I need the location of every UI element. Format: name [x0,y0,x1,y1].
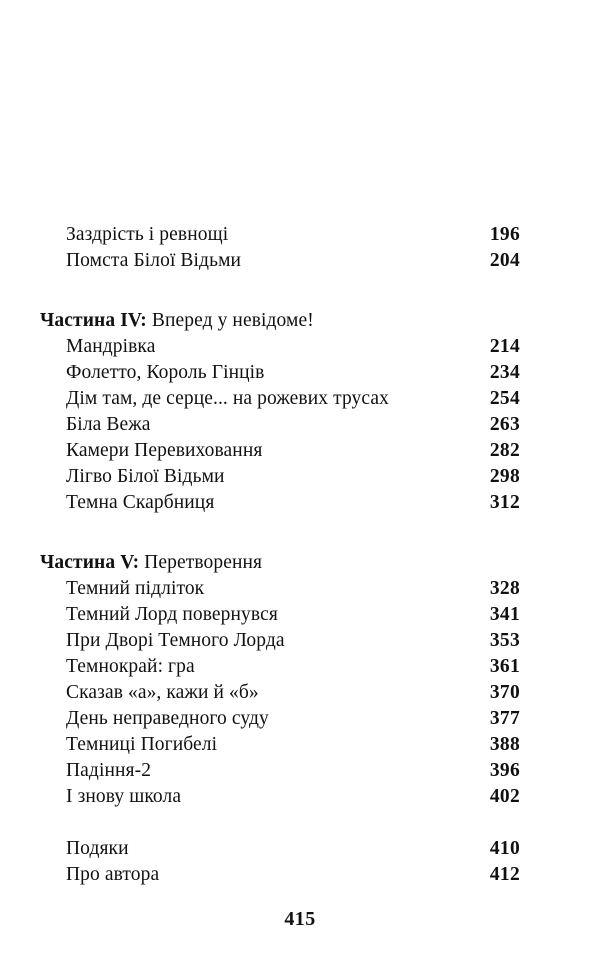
toc-entry[interactable] [40,490,520,516]
toc-entry-title: Біла Вежа [66,414,151,435]
section-spacer [40,274,520,308]
toc-entry[interactable] [40,784,520,810]
toc-entry[interactable] [40,602,520,628]
toc-entry-page-number: 353 [489,630,520,651]
toc-entry[interactable] [40,360,520,386]
section-spacer [40,810,520,836]
toc-entry[interactable] [40,334,520,360]
toc-entry-title: Фолетто, Король Гінців [66,362,265,383]
toc-entry-page-number: 196 [489,224,520,245]
toc-part-label: Частина IV: [40,310,147,331]
toc-entry-page-number: 328 [489,578,520,599]
toc-entry-title: При Дворі Темного Лорда [66,630,285,651]
toc-entry-page-number: 214 [489,336,520,357]
toc-entry-title: Про автора [66,864,160,885]
toc-entry[interactable] [40,386,520,412]
toc-entry-title: Заздрість і ревнощі [66,224,229,245]
toc-entry-page-number: 388 [489,734,520,755]
toc-entry[interactable] [40,628,520,654]
toc-entry-page-number: 234 [489,362,520,383]
toc-entry-title: Камери Перевиховання [66,440,263,461]
toc-entry[interactable] [40,758,520,784]
toc-part-heading [40,308,520,334]
toc-entry-title: Сказав «а», кажи й «б» [66,682,259,703]
toc-entry-page-number: 370 [489,682,520,703]
toc-entry-title: Падіння-2 [66,760,152,781]
table-of-contents [40,222,520,888]
toc-entry-title: Мандрівка [66,336,156,357]
toc-entry-page-number: 263 [489,414,520,435]
toc-entry-page-number: 312 [489,492,520,513]
toc-entry-page-number: 341 [489,604,520,625]
toc-entry-title: Темна Скарбниця [66,492,215,513]
section-spacer [40,516,520,550]
toc-entry-title: Темний Лорд повернувся [66,604,278,625]
toc-entry-page-number: 410 [489,838,520,859]
toc-entry-page-number: 377 [489,708,520,729]
toc-entry[interactable] [40,680,520,706]
toc-part-label: Частина V: [40,552,140,573]
toc-entry[interactable] [40,412,520,438]
toc-entry[interactable] [40,706,520,732]
toc-part-heading [40,550,520,576]
toc-entry[interactable] [40,654,520,680]
toc-part-title: Вперед у невідоме! [146,310,314,331]
toc-entry-title: Помста Білої Відьми [66,250,242,271]
toc-entry-page-number: 396 [489,760,520,781]
toc-entry-title: Подяки [66,838,129,859]
toc-entry-title: Лігво Білої Відьми [66,466,225,487]
toc-entry-page-number: 282 [489,440,520,461]
toc-entry[interactable] [40,862,520,888]
toc-entry-page-number: 412 [489,864,520,885]
toc-entry-title: Темнокрай: гра [66,656,195,677]
toc-section [40,222,520,274]
toc-entry-page-number: 254 [489,388,520,409]
toc-section [40,550,520,810]
toc-section [40,836,520,888]
toc-entry-title: Темниці Погибелі [66,734,218,755]
toc-entry[interactable] [40,576,520,602]
toc-entry-page-number: 361 [489,656,520,677]
toc-part-title: Перетворення [139,552,263,573]
toc-entry[interactable] [40,222,520,248]
page-folio-number: 415 [284,908,316,930]
toc-entry-title: І знову школа [66,786,182,807]
toc-entry-title: Дім там, де серце... на рожевих трусах [66,388,389,409]
toc-entry-page-number: 298 [489,466,520,487]
toc-entry[interactable] [40,464,520,490]
toc-entry[interactable] [40,248,520,274]
toc-entry-title: Темний підліток [66,578,205,599]
toc-entry[interactable] [40,836,520,862]
toc-entry-page-number: 402 [489,786,520,807]
toc-section [40,308,520,516]
toc-entry-title: День неправедного суду [66,708,269,729]
toc-entry[interactable] [40,438,520,464]
toc-entry[interactable] [40,732,520,758]
toc-entry-page-number: 204 [489,250,520,271]
